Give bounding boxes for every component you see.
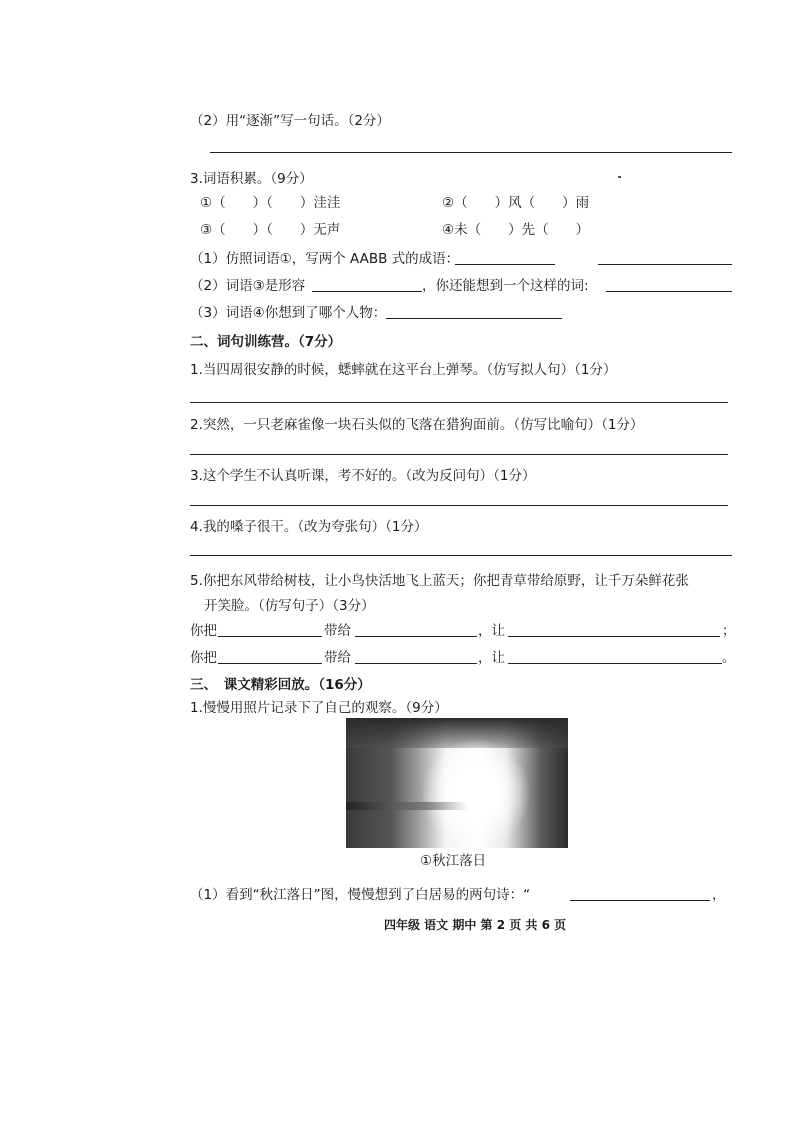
answer-line — [570, 900, 710, 901]
question-3-sub2a: （2）词语③是形容 — [190, 278, 306, 294]
answer-line — [455, 264, 555, 265]
photo-caption: ①秋江落日 — [420, 853, 487, 869]
fill-label-rang: ，让 — [478, 650, 505, 666]
answer-line — [190, 505, 728, 506]
question-3-sub3: （3）词语④你想到了哪个人物： — [190, 305, 387, 321]
speck — [618, 176, 621, 178]
section-2-title: 二、词句训练营。（7分） — [190, 334, 342, 350]
answer-line — [606, 291, 732, 292]
sunset-river-photo — [346, 718, 568, 848]
fill-label-daigei: 带给 — [324, 623, 351, 639]
section-2-q2: 2.突然，一只老麻雀像一块石头似的飞落在猎狗面前。（仿写比喻句）（1分） — [190, 417, 644, 433]
section-3-sub1: （1）看到“秋江落日”图，慢慢想到了白居易的两句诗：“ — [190, 887, 531, 903]
answer-line — [508, 663, 722, 664]
word-item-4: ④未（ ）先（ ） — [442, 222, 590, 238]
answer-line — [598, 264, 732, 265]
fill-label-daigei: 带给 — [324, 650, 351, 666]
answer-line — [508, 636, 720, 637]
section-3-title: 三、 课文精彩回放。（16分） — [190, 677, 371, 693]
question-2-2: （2）用“逐渐”写一句话。（2分） — [190, 113, 390, 129]
word-item-3: ③（ ）（ ）无声 — [200, 222, 341, 238]
section-2-q4: 4.我的嗓子很干。（改为夸张句）（1分） — [190, 519, 428, 535]
answer-line — [218, 663, 322, 664]
fill-label-rang: ，让 — [478, 623, 505, 639]
section-2-q1: 1.当四周很安静的时候，蟋蟀就在这平台上弹琴。（仿写拟人句）（1分） — [190, 362, 617, 378]
section-2-q5-line2: 开笑脸。（仿写句子）（3分） — [204, 598, 375, 614]
fill-end-period: 。 — [722, 650, 736, 666]
word-item-2: ②（ ）风（ ）雨 — [442, 195, 590, 211]
question-3-sub1: （1）仿照词语①，写两个 AABB 式的成语： — [190, 251, 460, 267]
page-footer: 四年级 语文 期中 第 2 页 共 6 页 — [384, 918, 567, 932]
answer-line — [190, 454, 728, 455]
section-2-q3: 3.这个学生不认真听课，考不好的。（改为反问句）（1分） — [190, 468, 536, 484]
section-3-q1: 1.慢慢用照片记录下了自己的观察。（9分） — [190, 700, 448, 716]
section-3-sub1-comma: ， — [712, 887, 726, 903]
answer-line — [210, 152, 732, 153]
section-2-q5-line1: 5.你把东风带给树枝，让小鸟快活地飞上蓝天；你把青草带给原野，让千万朵鲜花张 — [190, 573, 689, 589]
answer-line — [355, 663, 477, 664]
answer-line — [218, 636, 322, 637]
answer-line — [355, 636, 477, 637]
question-3-title: 3.词语积累。（9分） — [190, 171, 313, 187]
fill-end-semicolon: ； — [722, 623, 736, 639]
fill-label-nibá: 你把 — [190, 650, 217, 666]
word-item-1: ①（ ）（ ）洼洼 — [200, 195, 341, 211]
answer-line — [190, 402, 728, 403]
question-3-sub2b: ，你还能想到一个这样的词: — [422, 278, 589, 294]
answer-line — [312, 291, 422, 292]
fill-label-nibá: 你把 — [190, 623, 217, 639]
answer-line — [386, 318, 562, 319]
answer-line — [190, 555, 732, 556]
